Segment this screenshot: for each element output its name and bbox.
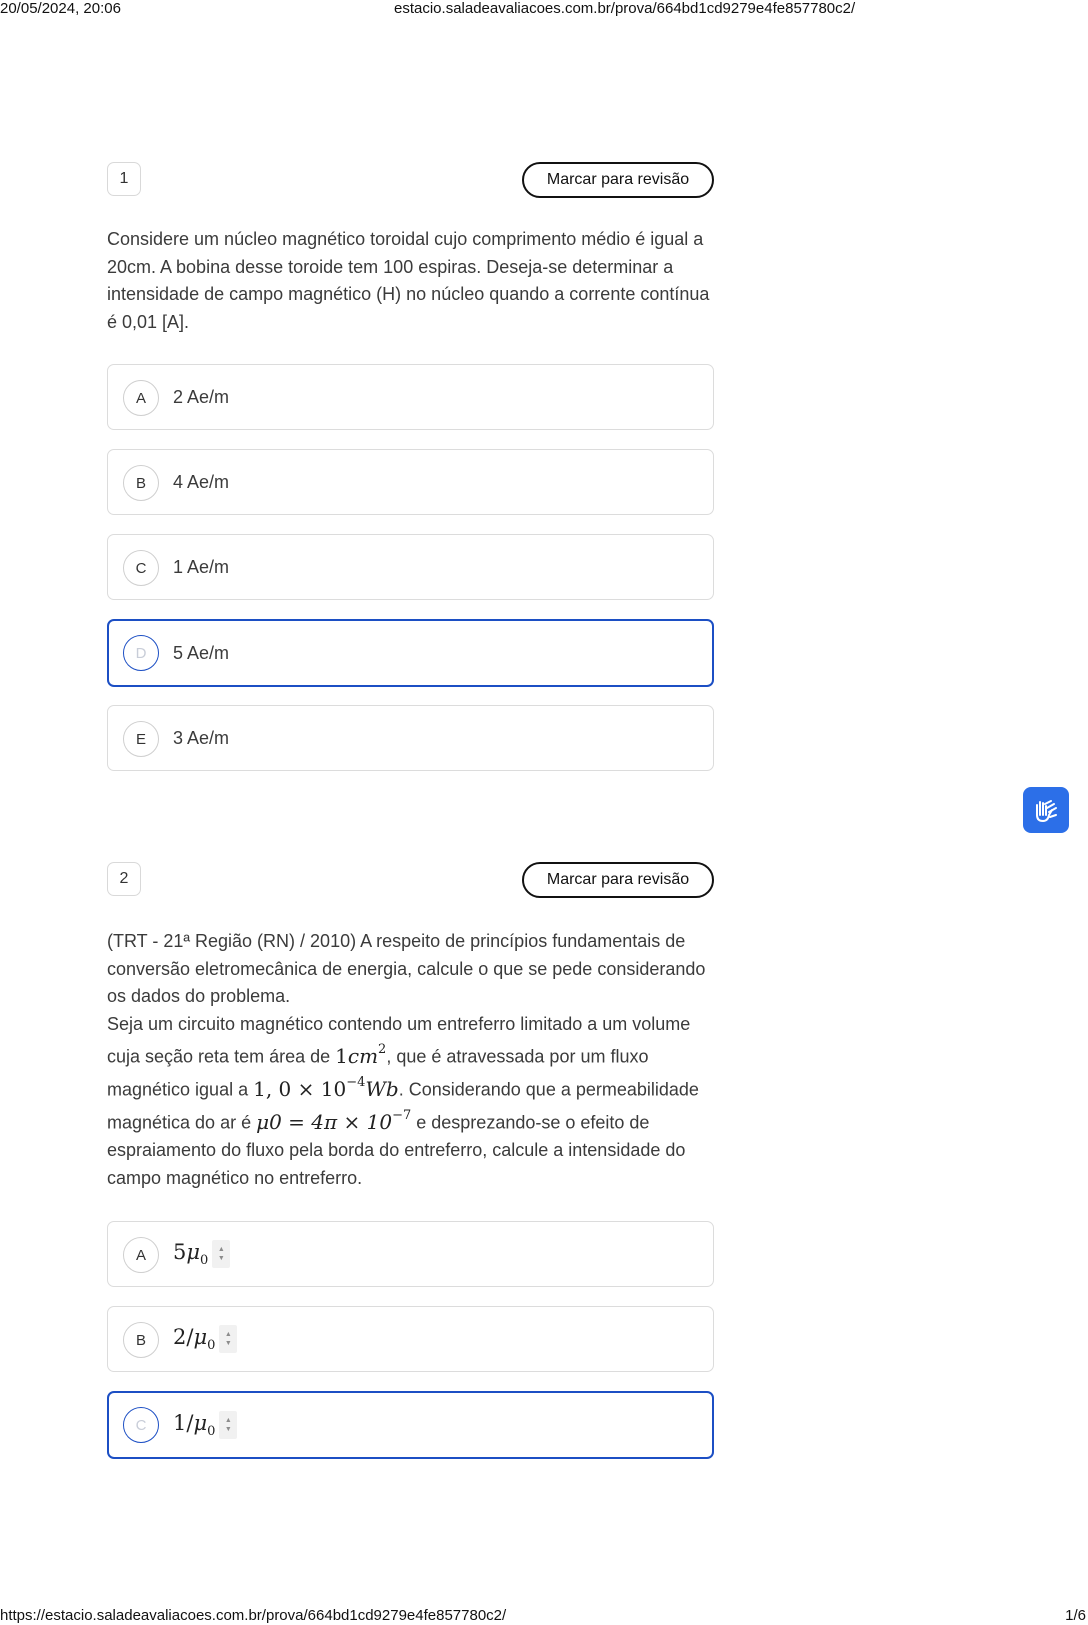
question-2	[107, 862, 714, 1477]
option-letter: A	[123, 380, 159, 416]
option-text	[173, 1222, 230, 1286]
chevron-down-icon[interactable]: ▼	[217, 1255, 225, 1263]
chevron-up-icon[interactable]: ▲	[217, 1246, 225, 1254]
option-text: 2 Ae/m	[173, 386, 230, 407]
option-letter: B	[123, 465, 159, 501]
question-number: 1	[107, 162, 141, 196]
option-text: 1 Ae/m	[173, 556, 230, 577]
area-unit: cm	[347, 1043, 379, 1068]
mu-symbol: μ	[186, 1240, 201, 1265]
mu-symbol: μ	[193, 1325, 208, 1350]
option-text	[173, 1307, 237, 1371]
flux-unit: Wb	[365, 1076, 399, 1101]
mu-subscript: 0	[207, 1424, 216, 1440]
print-url: estacio.saladeavaliacoes.com.br/prova/664bd1cd9279e4fe857780c2/	[394, 0, 856, 17]
answer-options	[107, 364, 714, 771]
page-counter: 1/6	[1065, 1607, 1086, 1624]
question-statement	[107, 928, 714, 1192]
answer-option-b[interactable]	[107, 449, 714, 515]
mu-subscript: 0	[207, 1338, 216, 1354]
option-formula	[173, 1325, 215, 1353]
option-text: 3 Ae/m	[173, 727, 230, 748]
answer-option-d[interactable]	[107, 619, 714, 687]
option-letter: C	[123, 1407, 159, 1443]
answer-option-e[interactable]	[107, 705, 714, 771]
formula-prefix: 1/	[173, 1411, 194, 1436]
option-letter: B	[123, 1322, 159, 1358]
math-stepper[interactable]	[219, 1325, 237, 1353]
formula-prefix: 2/	[173, 1325, 194, 1350]
chevron-up-icon[interactable]: ▲	[224, 1417, 232, 1425]
answer-option-c[interactable]	[107, 1391, 714, 1459]
question-number: 2	[107, 862, 141, 896]
print-datetime: 20/05/2024, 20:06	[0, 0, 121, 17]
question-header	[107, 162, 714, 198]
option-letter: E	[123, 721, 159, 757]
flux-exponent: −4	[346, 1075, 366, 1091]
area-exponent: 2	[378, 1042, 387, 1057]
area-formula	[335, 1044, 386, 1068]
print-header	[0, 0, 1088, 18]
mu-subscript: 0	[200, 1253, 209, 1269]
answer-option-b[interactable]	[107, 1306, 714, 1372]
answer-options	[107, 1221, 714, 1459]
statement-text: . Considerando que a permeabilidade magnética do ar é	[107, 1079, 699, 1133]
option-letter: A	[123, 1237, 159, 1273]
statement-paragraph-1: (TRT - 21ª Região (RN) / 2010) A respeito de princípios fundamentais de conversão eletromecânica de energia, calcule o que se pede considerando os dados do problema.	[107, 931, 706, 1006]
option-formula	[173, 1240, 208, 1268]
chevron-down-icon[interactable]: ▼	[224, 1340, 232, 1348]
answer-option-c[interactable]	[107, 534, 714, 600]
permeability-exponent: −7	[392, 1108, 412, 1124]
option-text: 5 Ae/m	[173, 642, 230, 663]
sign-language-hands-icon[interactable]	[1023, 787, 1069, 833]
mark-for-review-button[interactable]: Marcar para revisão	[522, 862, 714, 898]
print-footer-url: https://estacio.saladeavaliacoes.com.br/prova/664bd1cd9279e4fe857780c2/	[0, 1607, 507, 1624]
statement-text: e desprezando-se o efeito de espraiamento do fluxo pela borda do entreferro, calcule a intensidade do campo magnético no entreferro.	[107, 1112, 686, 1188]
question-statement: Considere um núcleo magnético toroidal cujo comprimento médio é igual a 20cm. A bobina desse toroide tem 100 espiras. Deseja-se determinar a intensidade de campo magnético (H) no núcleo quando a corrente contínua é 0,01 [A].	[107, 229, 710, 332]
permeability-lhs: μ0 = 4π × 10	[256, 1109, 393, 1134]
permeability-formula	[256, 1110, 411, 1134]
math-stepper[interactable]	[219, 1411, 237, 1439]
math-stepper[interactable]	[212, 1240, 230, 1268]
option-text: 4 Ae/m	[173, 471, 230, 492]
chevron-up-icon[interactable]: ▲	[224, 1331, 232, 1339]
flux-mantissa: 1, 0 × 10	[253, 1076, 347, 1101]
formula-prefix: 5	[173, 1240, 187, 1265]
mark-for-review-button[interactable]: Marcar para revisão	[522, 162, 714, 198]
statement-text: , que é atravessada por um fluxo magnético igual a	[107, 1046, 649, 1100]
question-header	[107, 862, 714, 898]
mu-symbol: μ	[193, 1411, 208, 1436]
option-text	[173, 1393, 237, 1457]
answer-option-a[interactable]	[107, 364, 714, 430]
option-letter: C	[123, 550, 159, 586]
option-formula	[173, 1411, 215, 1439]
area-value: 1	[335, 1043, 348, 1068]
question-1	[107, 162, 714, 790]
flux-formula	[253, 1077, 399, 1101]
chevron-down-icon[interactable]: ▼	[224, 1426, 232, 1434]
statement-paragraph-2: Seja um circuito magnético contendo um entreferro limitado a um volume cuja seção reta tem área de	[107, 1013, 691, 1067]
option-letter: D	[123, 635, 159, 671]
answer-option-a[interactable]	[107, 1221, 714, 1287]
